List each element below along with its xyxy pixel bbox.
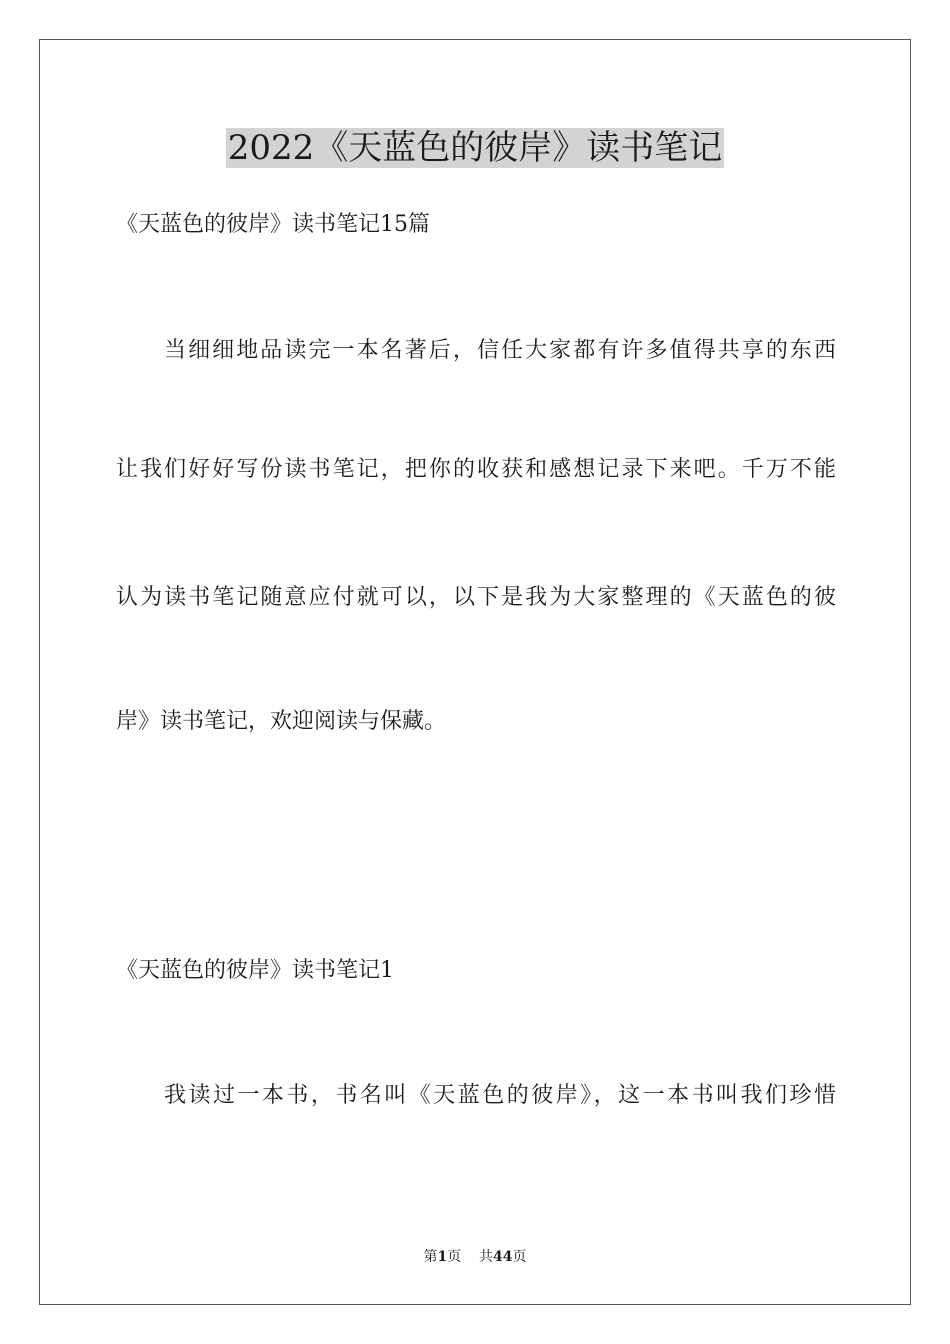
footer-page-number: 1	[437, 1249, 448, 1265]
section-line-1: 我读过一本书，书名叫《天蓝色的彼岸》，这一本书叫我们珍惜	[164, 1083, 836, 1108]
footer-total-suffix: 页	[512, 1249, 527, 1265]
document-title-text: 2022《天蓝色的彼岸》读书笔记	[227, 128, 723, 168]
intro-line-2: 让我们好好写份读书笔记，把你的收获和感想记录下来吧。千万不能	[116, 457, 836, 482]
footer-total-pages: 44	[493, 1249, 513, 1265]
document-title	[0, 126, 950, 170]
section-heading: 《天蓝色的彼岸》读书笔记1	[116, 958, 394, 983]
footer-page-prefix: 第	[423, 1249, 438, 1265]
document-subtitle: 《天蓝色的彼岸》读书笔记15篇	[116, 212, 430, 237]
footer-page-suffix: 页	[447, 1249, 462, 1265]
page-footer	[0, 1247, 950, 1267]
intro-line-3: 认为读书笔记随意应付就可以，以下是我为大家整理的《天蓝色的彼	[116, 585, 836, 610]
intro-line-1: 当细细地品读完一本名著后，信任大家都有许多值得共享的东西	[164, 338, 836, 363]
footer-total-prefix: 共	[479, 1249, 494, 1265]
intro-line-4: 岸》读书笔记，欢迎阅读与保藏。	[116, 709, 447, 734]
